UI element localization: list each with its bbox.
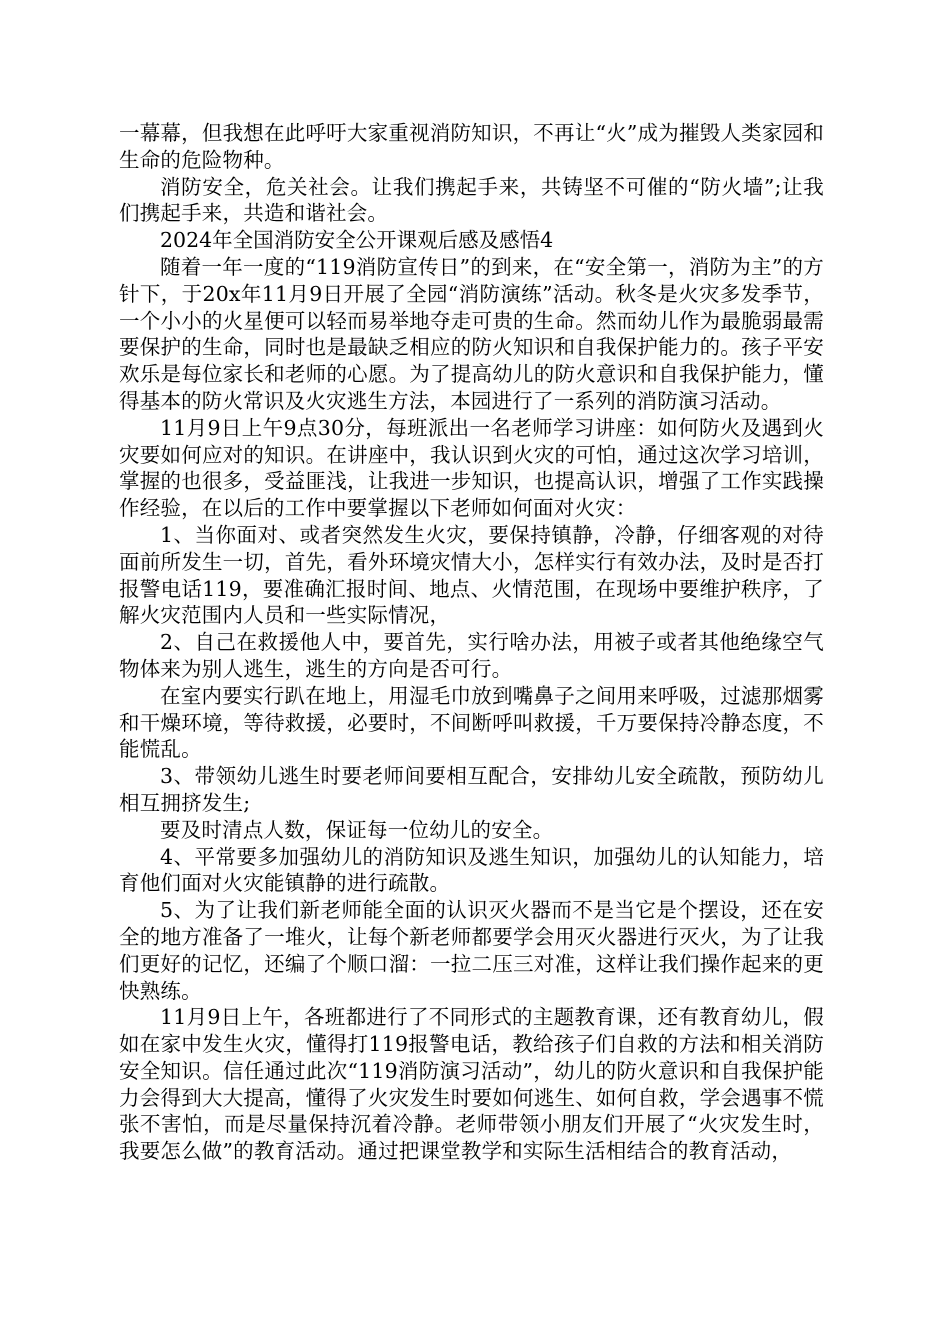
paragraph-continuation: 一幕幕，但我想在此呼吁大家重视消防知识，不再让“火”成为摧毁人类家园和生命的危险物种。 xyxy=(119,121,824,172)
paragraph: 随着一年一度的“119消防宣传日”的到来，在“安全第一，消防为主”的方针下，于20x年11月9日开展了全园“消防演练”活动。秋冬是火灾多发季节，一个小小的火星便可以轻而易举地夺走可贵的生命。然而幼儿作为最脆弱最需要保护的生命，同时也是最缺乏相应的防火知识和自我保护能力的。孩子平安欢乐是每位家长和老师的心愿。为了提高幼儿的防火意识和自我保护能力，懂得基本的防火常识及火灾逃生方法，本园进行了一系列的消防演习活动。 xyxy=(119,254,824,413)
list-item-1: 1、当你面对、或者突然发生火灾，要保持镇静，冷静，仔细客观的对待面前所发生一切，首先，看外环境灾情大小，怎样实行有效办法，及时是否打报警电话119，要准确汇报时间、地点、火情范围，在现场中要维护秩序，了解火灾范围内人员和一些实际情况， xyxy=(119,522,824,628)
paragraph: 消防安全，危关社会。让我们携起手来，共铸坚不可催的“防火墙”;让我们携起手来，共造和谐社会。 xyxy=(119,174,824,226)
list-item-3: 3、带领幼儿逃生时要老师间要相互配合，安排幼儿安全疏散，预防幼儿相互拥挤发生; xyxy=(119,764,824,815)
list-item-4: 4、平常要多加强幼儿的消防知识及逃生知识，加强幼儿的认知能力，培育他们面对火灾能镇静的进行疏散。 xyxy=(119,844,824,896)
paragraph: 要及时清点人数，保证每一位幼儿的安全。 xyxy=(160,817,554,842)
list-item-5: 5、为了让我们新老师能全面的认识灭火器而不是当它是个摆设，还在安全的地方准备了一堆火，让每个新老师都要学会用灭火器进行灭火，为了让我们更好的记忆，还编了个顺口溜：一拉二压三对准，这样让我们操作起来的更快熟练。 xyxy=(119,898,824,1003)
paragraph: 11月9日上午9点30分，每班派出一名老师学习讲座：如何防火及遇到火灾要如何应对的知识。在讲座中，我认识到火灾的可怕，通过这次学习培训，掌握的也很多，受益匪浅，让我进一步知识，也提高认识，增强了工作实践操作经验，在以后的工作中要掌握以下老师如何面对火灾： xyxy=(119,415,824,521)
paragraph: 11月9日上午，各班都进行了不同形式的主题教育课，还有教育幼儿，假如在家中发生火灾，懂得打119报警电话，教给孩子们自救的方法和相关消防安全知识。信任通过此次“119消防演习活动”，幼儿的防火意识和自我保护能力会得到大大提高，懂得了火灾发生时要如何逃生、如何自救，学会遇事不慌张不害怕，而是尽量保持沉着冷静。老师带领小朋友们开展了“火灾发生时，我要怎么做”的教育活动。通过把课堂教学和实际生活相结合的教育活动， xyxy=(119,1005,824,1164)
section-title: 2024年全国消防安全公开课观后感及感悟4 xyxy=(160,228,554,253)
list-item-2: 2、自己在救援他人中，要首先，实行啥办法，用被子或者其他绝缘空气物体来为别人逃生，逃生的方向是否可行。 xyxy=(119,630,824,681)
document-body xyxy=(119,120,824,1165)
paragraph: 在室内要实行趴在地上，用湿毛巾放到嘴鼻子之间用来呼吸，过滤那烟雾和干燥环境，等待救援，必要时，不间断呼叫救援，千万要保持冷静态度，不能慌乱。 xyxy=(119,683,824,762)
